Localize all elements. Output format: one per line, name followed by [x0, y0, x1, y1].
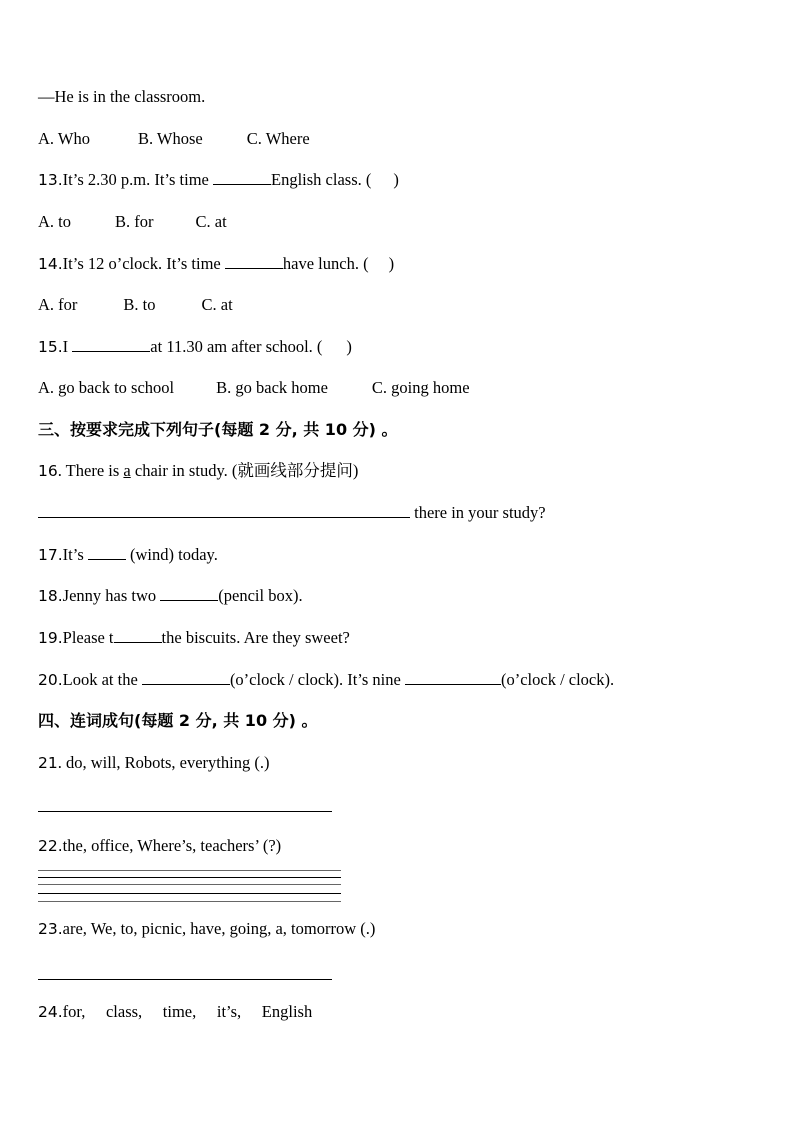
answer-blank[interactable] [38, 503, 410, 518]
option-a: A. to [38, 212, 71, 231]
option-a: A. go back to school [38, 378, 175, 397]
question-text-end: the biscuits. Are they sweet? [161, 628, 350, 647]
question-number: 17. [38, 546, 63, 564]
question-number: 24. [38, 1003, 63, 1021]
answer-blank[interactable] [213, 170, 271, 185]
bracket-close: ) [388, 254, 395, 273]
option-b: B. Whose [137, 129, 203, 148]
question-text: Please t [62, 628, 114, 647]
question-number: 22. [38, 837, 63, 855]
option-c: C. Where [246, 129, 310, 148]
answer-blank-2[interactable] [405, 670, 501, 685]
question-text: It’s [62, 545, 88, 564]
question-13 [38, 170, 399, 190]
question-text-end: chair in study. (就画线部分提问) [130, 461, 359, 480]
options-q12 [38, 129, 310, 149]
option-a: A. Who [38, 129, 90, 148]
writing-line-4[interactable] [38, 893, 341, 894]
options-q14 [38, 295, 233, 315]
question-14 [38, 254, 394, 274]
question-text: . There is [57, 461, 124, 480]
question-24 [38, 1002, 312, 1022]
writing-line-1[interactable] [38, 870, 341, 871]
option-c: C. at [201, 295, 233, 314]
answer-text: —He is in the classroom. [38, 87, 206, 106]
question-number: 18. [38, 587, 63, 605]
answer-line-23[interactable] [38, 979, 332, 980]
question-text-end: (o’clock / clock). [500, 670, 615, 689]
question-number: 21 [38, 754, 58, 772]
question-text: are, We, to, picnic, have, going, a, tomorrow (.) [62, 919, 376, 938]
question-text-end: English class. ( [271, 170, 372, 189]
question-text: Jenny has two [62, 586, 161, 605]
options-q13 [38, 212, 227, 232]
question-19 [38, 628, 350, 648]
question-17 [38, 545, 218, 565]
answer-suffix: there in your study? [410, 503, 546, 522]
writing-line-2[interactable] [38, 877, 341, 878]
answer-blank[interactable] [72, 337, 150, 352]
answer-blank[interactable] [160, 586, 218, 601]
question-15 [38, 337, 352, 357]
question-text-end: have lunch. ( [282, 254, 369, 273]
question-text-end: (pencil box). [218, 586, 303, 605]
question-number: 15. [38, 338, 63, 356]
option-c: C. going home [371, 378, 470, 397]
question-text: I [62, 337, 73, 356]
question-23 [38, 919, 375, 939]
question-number: 14. [38, 255, 63, 273]
option-a: A. for [38, 295, 78, 314]
writing-line-3[interactable] [38, 884, 341, 885]
underlined-word: a [123, 461, 131, 480]
question-text: . do, will, Robots, everything (.) [57, 753, 270, 772]
option-b: B. for [115, 212, 154, 231]
question-number: 23. [38, 920, 63, 938]
question-text-mid: (o’clock / clock). It’s nine [229, 670, 405, 689]
option-b: B. go back home [216, 378, 328, 397]
option-b: B. to [123, 295, 156, 314]
question-number: 16 [38, 462, 58, 480]
question-text: for, class, time, it’s, English [62, 1002, 313, 1021]
question-22 [38, 836, 281, 856]
question-number: 20. [38, 671, 63, 689]
answer-blank[interactable] [88, 545, 126, 560]
answer-line-21[interactable] [38, 811, 332, 812]
question-21 [38, 753, 269, 773]
question-text-end: (wind) today. [125, 545, 218, 564]
bracket-close: ) [346, 337, 352, 356]
question-number: 13. [38, 171, 63, 189]
section-title-4: 四、连词成句(每题 2 分, 共 10 分) 。 [38, 711, 318, 730]
question-18 [38, 586, 303, 606]
question-16-answer [38, 503, 546, 523]
answer-blank[interactable] [225, 254, 283, 269]
writing-line-5[interactable] [38, 901, 341, 902]
question-text: the, office, Where’s, teachers’ (?) [62, 836, 282, 855]
options-q15 [38, 378, 470, 398]
answer-line [38, 87, 205, 107]
bracket-close: ) [393, 170, 399, 189]
question-text: Look at the [62, 670, 142, 689]
answer-blank[interactable] [114, 628, 162, 643]
question-number: 19. [38, 629, 63, 647]
question-text: It’s 2.30 p.m. It’s time [62, 170, 213, 189]
question-16 [38, 461, 358, 481]
question-text: It’s 12 o’clock. It’s time [62, 254, 225, 273]
option-c: C. at [195, 212, 227, 231]
answer-blank-1[interactable] [142, 670, 230, 685]
section-title-3: 三、按要求完成下列句子(每题 2 分, 共 10 分) 。 [38, 420, 398, 439]
question-text-end: at 11.30 am after school. ( [150, 337, 323, 356]
question-20 [38, 670, 614, 690]
